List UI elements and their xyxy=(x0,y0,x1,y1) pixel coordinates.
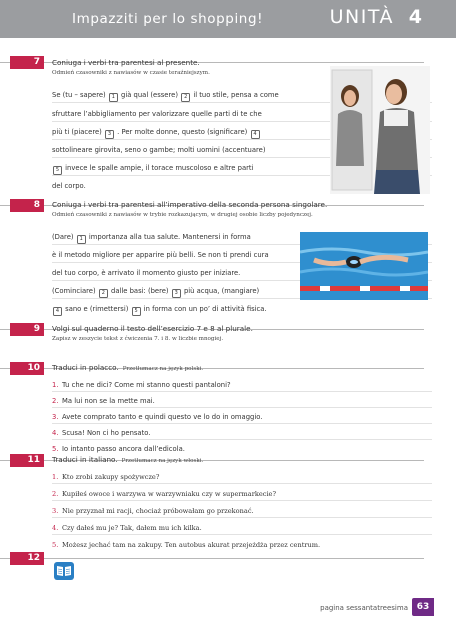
list-item: 1. Kto zrobi zakupy spożywcze? xyxy=(52,473,160,481)
writing-line xyxy=(52,391,432,392)
exercise-8-line-5: 4 sano e (rimettersi) 5 in forma con un po’ di attività fisica. xyxy=(52,305,267,316)
woman-mirror-photo xyxy=(330,66,430,194)
writing-line xyxy=(52,439,432,440)
blank-box[interactable]: 5 xyxy=(53,166,62,175)
exercise-8-badge: 8 xyxy=(10,199,44,212)
exercise-7-line-4: sottolineare girovita, seno o gambe; molti uomini (accentuare) xyxy=(52,146,266,154)
list-item: 2. Kupiłeś owoce i warzywa w warzywniaku czy w supermarkecie? xyxy=(52,490,276,498)
exercise-8-line-1: (Dare) 1 importanza alla tua salute. Mantenersi in forma xyxy=(52,233,251,242)
list-item: 3. Avete comprato tanto e quindi questo ve lo do in omaggio. xyxy=(52,413,263,421)
blank-box[interactable]: 3 xyxy=(172,289,181,298)
blank-box[interactable]: 5 xyxy=(132,307,141,316)
list-item: 1. Tu che ne dici? Come mi stanno questi pantaloni? xyxy=(52,381,231,389)
exercise-7-line-2: sfruttare l’abbigliamento per valorizzare quelle parti di te che xyxy=(52,110,262,118)
list-item: 3. Nie przyznał mi racji, chociaż próbowałam go przekonać. xyxy=(52,507,254,515)
list-item: 4. Scusa! Non ci ho pensato. xyxy=(52,429,151,437)
page-number: 63 xyxy=(412,598,434,616)
writing-line xyxy=(52,517,432,518)
writing-line xyxy=(52,423,432,424)
exercise-10-subtitle: Przetłumacz na język polski. xyxy=(122,366,204,372)
exercise-7-line-6: del corpo. xyxy=(52,182,86,190)
exercise-8-instruction: Coniuga i verbi tra parentesi all’imperativo della seconda persona singolare. xyxy=(52,200,328,209)
writing-line xyxy=(52,483,432,484)
exercise-7-subtitle: Odmień czasowniki z nawiasów w czasie teraźniejszym. xyxy=(52,70,210,76)
header-title: Impazziti per lo shopping! xyxy=(72,11,264,27)
divider xyxy=(0,558,424,559)
exercise-12-badge: 12 xyxy=(10,552,44,565)
exercise-8-line-3: del tuo corpo, è arrivato il momento giusto per iniziare. xyxy=(52,269,241,277)
list-item: 5. Możesz jechać tam na zakupy. Ten autobus akurat przejeżdża przez centrum. xyxy=(52,541,321,549)
book-icon xyxy=(54,562,74,580)
exercise-8-line-2: è il metodo migliore per apparire più belli. Se non ti prendi cura xyxy=(52,251,269,259)
exercise-10-badge: 10 xyxy=(10,362,44,375)
writing-line xyxy=(52,534,432,535)
blank-box[interactable]: 1 xyxy=(109,93,118,102)
exercise-7-line-1: Se (tu – sapere) 1 già qual (essere) 2 il tuo stile, pensa a come xyxy=(52,91,279,100)
exercise-11-subtitle: Przetłumacz na język włoski. xyxy=(121,458,204,464)
exercise-8-subtitle: Odmień czasowniki z nawiasów w trybie rozkazującym, w drugiej osobie liczby pojedynczej. xyxy=(52,212,313,218)
page-header xyxy=(0,0,456,38)
list-item: 4. Czy dałeś mu je? Tak, dałem mu ich kilka. xyxy=(52,524,202,532)
exercise-7-badge: 7 xyxy=(10,56,44,69)
blank-box[interactable]: 4 xyxy=(53,307,62,316)
woman-illustration xyxy=(330,66,430,194)
exercise-7-line-5: 5 invece le spalle ampie, il torace muscoloso e altre parti xyxy=(52,164,253,175)
list-item: 5. Io intanto passo ancora dall’edicola. xyxy=(52,445,185,453)
header-unit-number: 4 xyxy=(408,6,422,28)
blank-box[interactable]: 3 xyxy=(105,130,114,139)
exercise-11-instruction: Traduci in italiano. Przetłumacz na język włoski. xyxy=(52,455,204,464)
footer-page-text: pagina sessantatreesima xyxy=(320,604,408,612)
header-unit-label: UNITÀ xyxy=(329,6,394,28)
exercise-7-instruction: Coniuga i verbi tra parentesi al presente. xyxy=(52,58,200,67)
blank-box[interactable]: 2 xyxy=(99,289,108,298)
writing-line xyxy=(52,500,432,501)
exercise-7-line-3: più ti (piacere) 3 . Per molte donne, questo (significare) 4 xyxy=(52,128,261,139)
exercise-9-subtitle: Zapisz w zeszycie tekst z ćwiczenia 7. i 8. w liczbie mnogiej. xyxy=(52,336,224,342)
writing-line xyxy=(52,407,432,408)
blank-box[interactable]: 4 xyxy=(251,130,260,139)
exercise-8-line-4: (Cominciare) 2 dalle basi: (bere) 3 più acqua, (mangiare) xyxy=(52,287,260,296)
exercise-10-instruction: Traduci in polacco. Przetłumacz na język polski. xyxy=(52,363,204,372)
exercise-9-badge: 9 xyxy=(10,323,44,336)
swimmer-illustration xyxy=(300,232,428,300)
blank-box[interactable]: 2 xyxy=(181,93,190,102)
exercise-9-instruction: Volgi sul quaderno il testo dell’esercizio 7 e 8 al plurale. xyxy=(52,324,253,333)
list-item: 2. Ma lui non se la mette mai. xyxy=(52,397,155,405)
exercise-11-badge: 11 xyxy=(10,454,44,467)
blank-box[interactable]: 1 xyxy=(77,235,86,244)
swimmer-photo xyxy=(300,232,428,300)
